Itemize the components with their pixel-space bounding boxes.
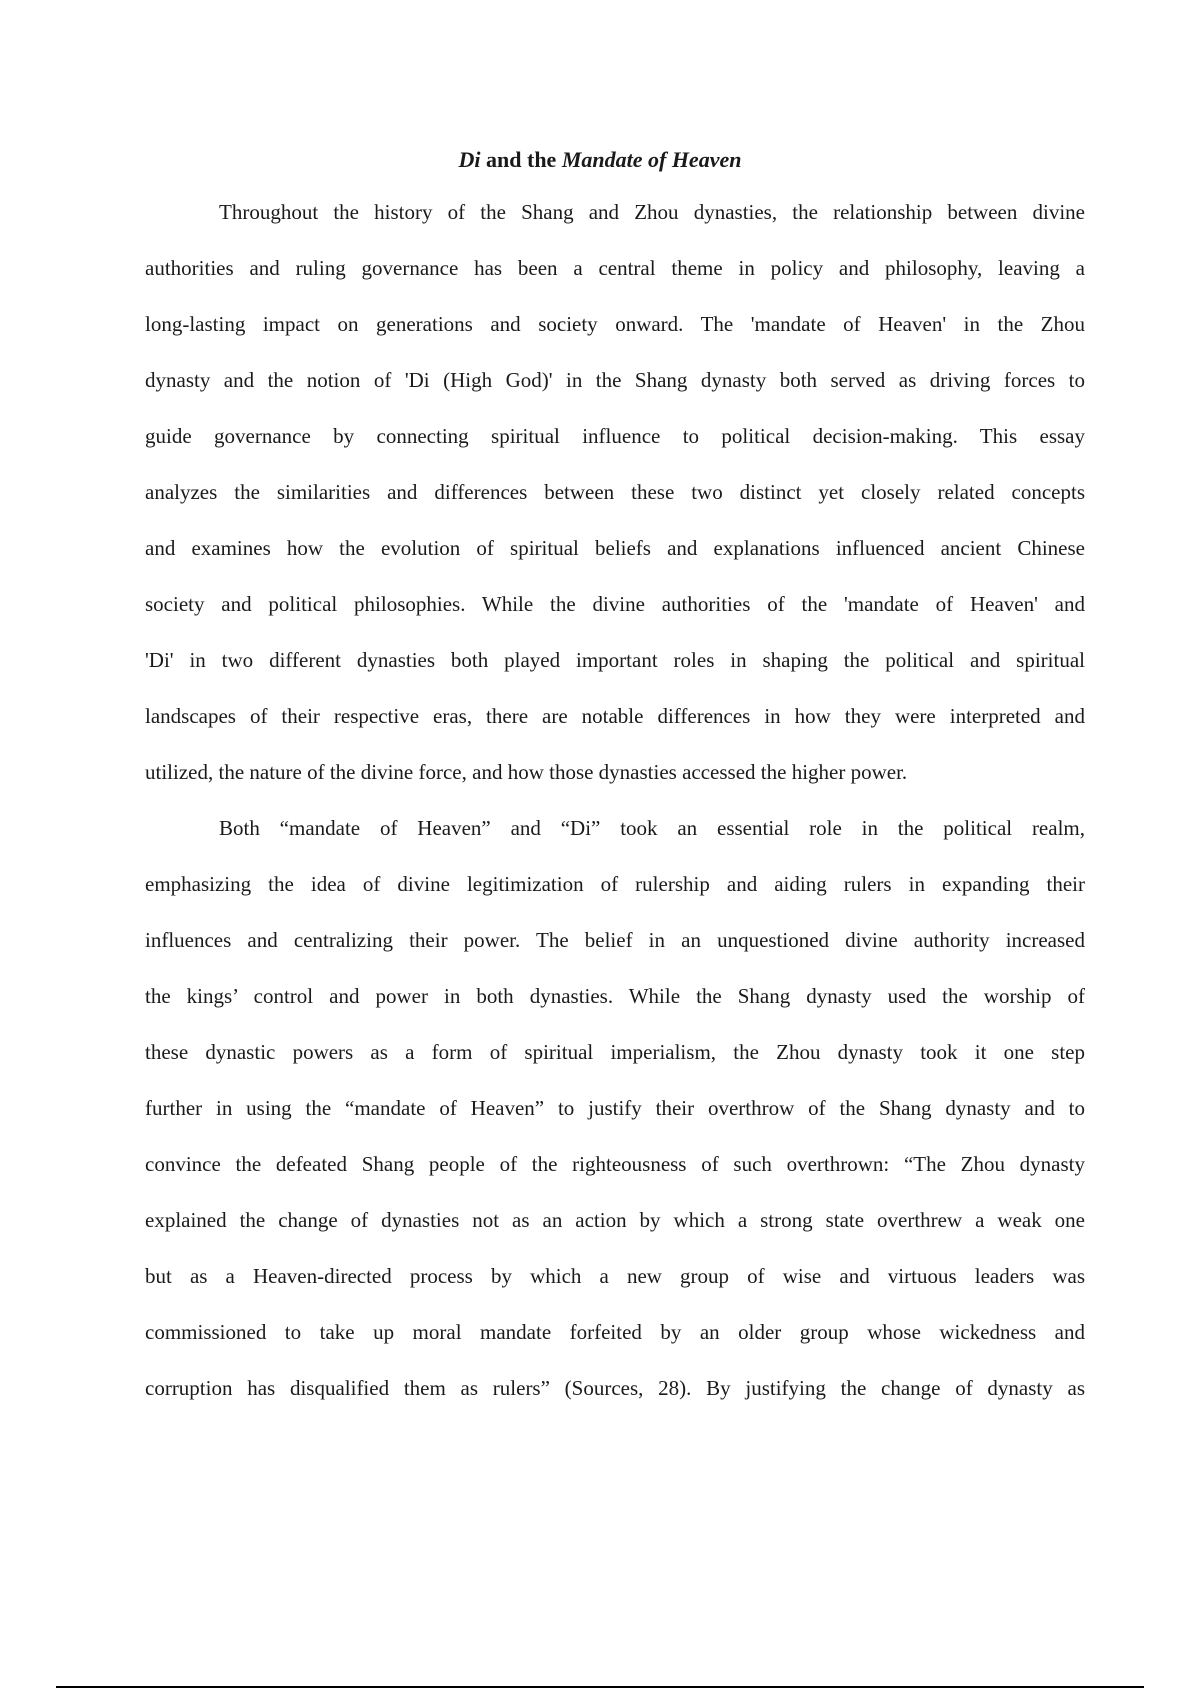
title-di: Di xyxy=(458,147,481,172)
paragraph-1-line-4: dynasty and the notion of 'Di (High God)' in the Shang dynasty both served as driving forces to xyxy=(145,368,1085,392)
paragraph-2-line-9: but as a Heaven-directed process by which a new group of wise and virtuous leaders was xyxy=(145,1264,1085,1288)
title-connector: and the xyxy=(480,147,562,172)
paragraph-2-line-6: further in using the “mandate of Heaven” to justify their overthrow of the Shang dynasty and to xyxy=(145,1096,1085,1120)
paragraph-1-line-7: and examines how the evolution of spiritual beliefs and explanations influenced ancient Chinese xyxy=(145,536,1085,560)
essay-title xyxy=(0,145,1200,175)
paragraph-1-line-3: long-lasting impact on generations and society onward. The 'mandate of Heaven' in the Zhou xyxy=(145,312,1085,336)
paragraph-1-line-2: authorities and ruling governance has been a central theme in policy and philosophy, leaving a xyxy=(145,256,1085,280)
paragraph-1-line-5: guide governance by connecting spiritual influence to political decision-making. This essay xyxy=(145,424,1085,448)
paragraph-1-line-9: 'Di' in two different dynasties both played important roles in shaping the political and spiritual xyxy=(145,648,1085,672)
paragraph-1-line-10: landscapes of their respective eras, there are notable differences in how they were interpreted and xyxy=(145,704,1085,728)
paragraph-2-line-3: influences and centralizing their power. The belief in an unquestioned divine authority increased xyxy=(145,928,1085,952)
paragraph-1-line-1: Throughout the history of the Shang and Zhou dynasties, the relationship between divine xyxy=(219,200,1085,224)
paragraph-1-line-11: utilized, the nature of the divine force, and how those dynasties accessed the higher power. xyxy=(145,760,908,784)
paragraph-2-line-5: these dynastic powers as a form of spiritual imperialism, the Zhou dynasty took it one step xyxy=(145,1040,1085,1064)
page-bottom-rule xyxy=(56,1686,1144,1688)
paragraph-2-line-11: corruption has disqualified them as rulers” (Sources, 28). By justifying the change of dynasty as xyxy=(145,1376,1085,1400)
paragraph-2-line-7: convince the defeated Shang people of the righteousness of such overthrown: “The Zhou dynasty xyxy=(145,1152,1085,1176)
paragraph-1-line-8: society and political philosophies. While the divine authorities of the 'mandate of Heaven' and xyxy=(145,592,1085,616)
paragraph-2-line-8: explained the change of dynasties not as an action by which a strong state overthrew a weak one xyxy=(145,1208,1085,1232)
paragraph-2-line-10: commissioned to take up moral mandate forfeited by an older group whose wickedness and xyxy=(145,1320,1085,1344)
paragraph-2-line-2: emphasizing the idea of divine legitimization of rulership and aiding rulers in expanding their xyxy=(145,872,1085,896)
paragraph-2-line-1: Both “mandate of Heaven” and “Di” took an essential role in the political realm, xyxy=(219,816,1085,840)
title-mandate: Mandate of Heaven xyxy=(561,147,742,172)
paragraph-1-line-6: analyzes the similarities and differences between these two distinct yet closely related concepts xyxy=(145,480,1085,504)
paragraph-2-line-4: the kings’ control and power in both dynasties. While the Shang dynasty used the worship of xyxy=(145,984,1085,1008)
essay-body xyxy=(145,197,1085,1429)
